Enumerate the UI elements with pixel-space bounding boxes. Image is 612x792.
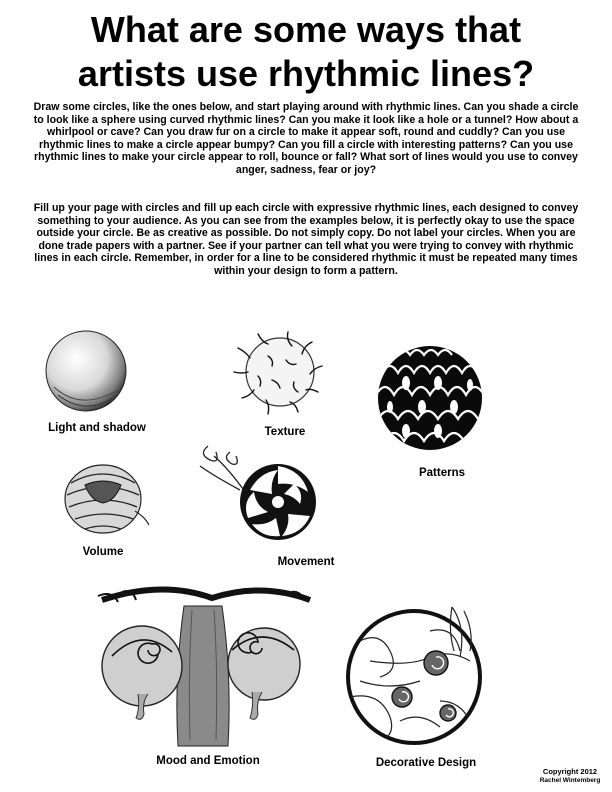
texture-circle-drawing bbox=[228, 326, 332, 420]
movement-spiral-drawing bbox=[190, 436, 330, 546]
label-mood-and-emotion: Mood and Emotion bbox=[156, 755, 260, 767]
copyright-line-1: Copyright 2012 bbox=[542, 767, 598, 776]
title-line-1: What are some ways that bbox=[90, 9, 522, 50]
copyright-author: Rachel Wintemberg bbox=[539, 777, 601, 784]
label-texture: Texture bbox=[264, 426, 306, 438]
label-movement: Movement bbox=[277, 556, 335, 568]
copyright-notice bbox=[528, 767, 612, 785]
label-patterns: Patterns bbox=[418, 467, 466, 479]
light-and-shadow-sphere-drawing bbox=[40, 325, 132, 417]
title-line-2: artists use rhythmic lines? bbox=[77, 53, 535, 94]
label-volume: Volume bbox=[82, 546, 124, 558]
label-light-and-shadow: Light and shadow bbox=[48, 422, 146, 434]
label-decorative-design: Decorative Design bbox=[375, 757, 477, 769]
instructions-paragraph-1: Draw some circles, like the ones below, and start playing around with rhythmic lines. Can you shade a circle to look like a sphere using curved rhythmic lines? Can you make it look like a hole or a tunnel? How about a whirlpool or cave? Can you draw fur on a circle to make it appear soft, round and cuddly? Can you use rhythmic lines to make a circle appear bumpy? Can you fill a circle with interesting patterns? Can you use rhythmic lines to make your circle appear to roll, bounce or fall? What sort of lines would you use to convey anger, sadness, fear or joy? bbox=[33, 101, 579, 176]
mood-and-emotion-drawing bbox=[92, 586, 314, 752]
volume-drawing bbox=[55, 455, 153, 541]
page-title bbox=[0, 8, 612, 96]
instructions-paragraph-2: Fill up your page with circles and fill up each circle with expressive rhythmic lines, each designed to convey something to your audience. As you can see from the examples below, it is perfectly okay to use the space outside your circle. Be as creative as possible. Do not simply copy. Do not label your circles. When you are done trade papers with a partner. See if your partner can tell what you were trying to convey with rhythmic lines in each circle. Remember, in order for a line to be considered rhythmic it must be repeated many times within your design to form a pattern. bbox=[33, 202, 579, 277]
patterns-circle-drawing bbox=[376, 333, 484, 463]
decorative-design-drawing bbox=[340, 601, 488, 751]
